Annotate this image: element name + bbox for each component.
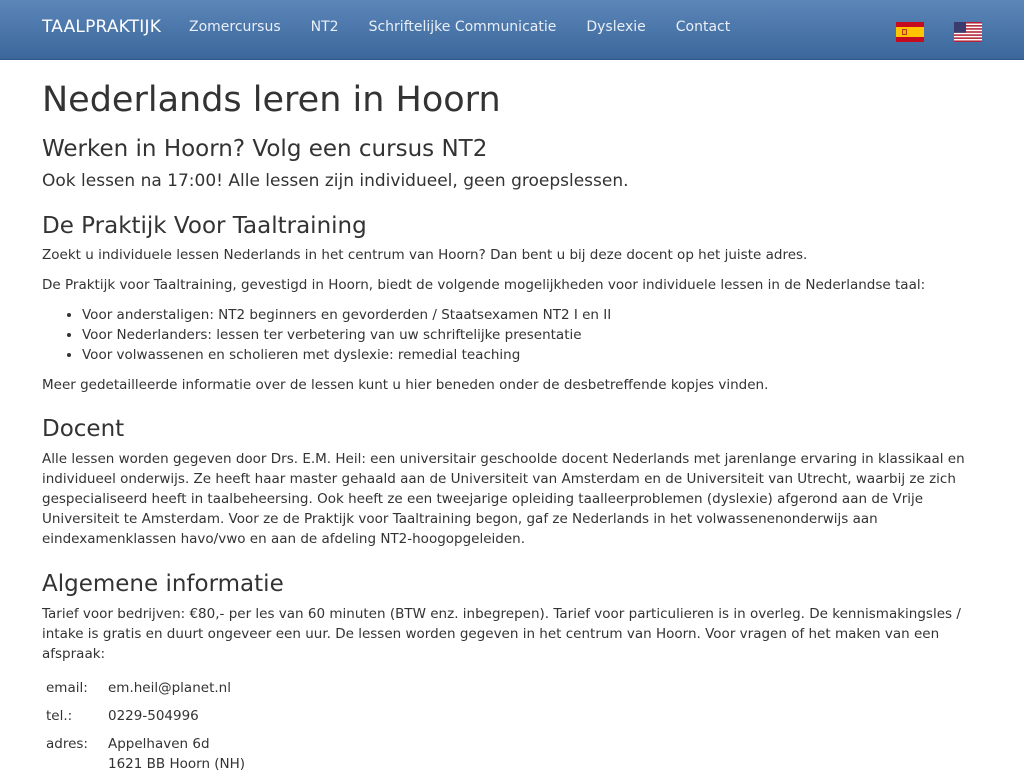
main-content bbox=[42, 60, 982, 774]
top-navbar bbox=[0, 0, 1024, 60]
lesson-options-list bbox=[42, 305, 982, 365]
contact-table bbox=[42, 678, 245, 774]
nav-item-zomercursus[interactable]: Zomercursus bbox=[189, 19, 281, 35]
docent-text: Alle lessen worden gegeven door Drs. E.M. Heil: een universitair geschoolde docent Nederlands met jarenlange ervaring in klassikaal en individueel onderwijs. Ze heeft haar master gehaald aan de Universiteit van Amsterdam en de Universiteit van Utrecht, waarbij ze zich gespecialiseerd heeft in taalbeheersing. Ook heeft ze een tweejarige opleiding taalleerproblemen (dyslexie) afgerond aan de Vrije Universiteit te Amsterdam. Voor ze de Praktijk voor Taaltraining begon, gaf ze Nederlands in het volwassenenonderwijs aan eindexamenklassen havo/vwo en aan de afdeling NT2-hoogopgeleiden. bbox=[42, 451, 965, 547]
docent-heading: Docent bbox=[42, 416, 125, 442]
address-label: adres: bbox=[46, 736, 88, 752]
address-value bbox=[108, 734, 245, 774]
nav-item-schriftelijke-communicatie[interactable]: Schriftelijke Communicatie bbox=[368, 19, 557, 35]
address-line-1: Appelhaven 6d bbox=[108, 736, 210, 752]
page-title: Nederlands leren in Hoorn bbox=[42, 80, 501, 120]
table-row bbox=[42, 678, 245, 706]
email-label: email: bbox=[46, 680, 88, 696]
address-line-2: 1621 BB Hoorn (NH) bbox=[108, 756, 246, 772]
praktijk-more-info: Meer gedetailleerde informatie over de lessen kunt u hier beneden onder de desbetreffende kopjes vinden. bbox=[42, 377, 769, 393]
info-heading: Algemene informatie bbox=[42, 571, 284, 597]
table-row bbox=[42, 706, 245, 734]
brand-link[interactable]: TAALPRAKTIJK bbox=[42, 17, 162, 37]
list-item: • Voor anderstaligen: NT2 beginners en gevorderden / Staatsexamen NT2 I en II bbox=[82, 305, 982, 325]
info-text: Tarief voor bedrijven: €80,- per les van 60 minuten (BTW enz. inbegrepen). Tarief voor particulieren is in overleg. De kennismakingsles / intake is gratis en duurt ongeveer een uur. De lessen worden gegeven in het centrum van Hoorn. Voor vragen of het maken van een afspraak: bbox=[42, 606, 961, 662]
list-item: • Voor volwassenen en scholieren met dyslexie: remedial teaching bbox=[82, 345, 982, 365]
tel-value: 0229-504996 bbox=[108, 708, 199, 724]
us-flag-icon[interactable] bbox=[954, 22, 982, 42]
email-value: em.heil@planet.nl bbox=[108, 680, 231, 696]
nav-item-contact[interactable]: Contact bbox=[675, 19, 731, 35]
praktijk-intro: Zoekt u individuele lessen Nederlands in het centrum van Hoorn? Dan bent u bij deze docent op het juiste adres. bbox=[42, 247, 808, 263]
praktijk-offer: De Praktijk voor Taaltraining, gevestigd in Hoorn, biedt de volgende mogelijkheden voor individuele lessen in de Nederlandse taal: bbox=[42, 277, 926, 293]
lead-text: Ook lessen na 17:00! Alle lessen zijn individueel, geen groepslessen. bbox=[42, 171, 629, 191]
page-subtitle: Werken in Hoorn? Volg een cursus NT2 bbox=[42, 136, 488, 162]
main-nav bbox=[174, 0, 745, 56]
spanish-flag-icon[interactable] bbox=[896, 22, 924, 42]
list-item: • Voor Nederlanders: lessen ter verbetering van uw schriftelijke presentatie bbox=[82, 325, 982, 345]
table-row bbox=[42, 734, 245, 774]
tel-label: tel.: bbox=[46, 708, 73, 724]
nav-item-nt2[interactable]: NT2 bbox=[310, 19, 339, 35]
praktijk-heading: De Praktijk Voor Taaltraining bbox=[42, 213, 367, 239]
nav-item-dyslexie[interactable]: Dyslexie bbox=[586, 19, 646, 35]
